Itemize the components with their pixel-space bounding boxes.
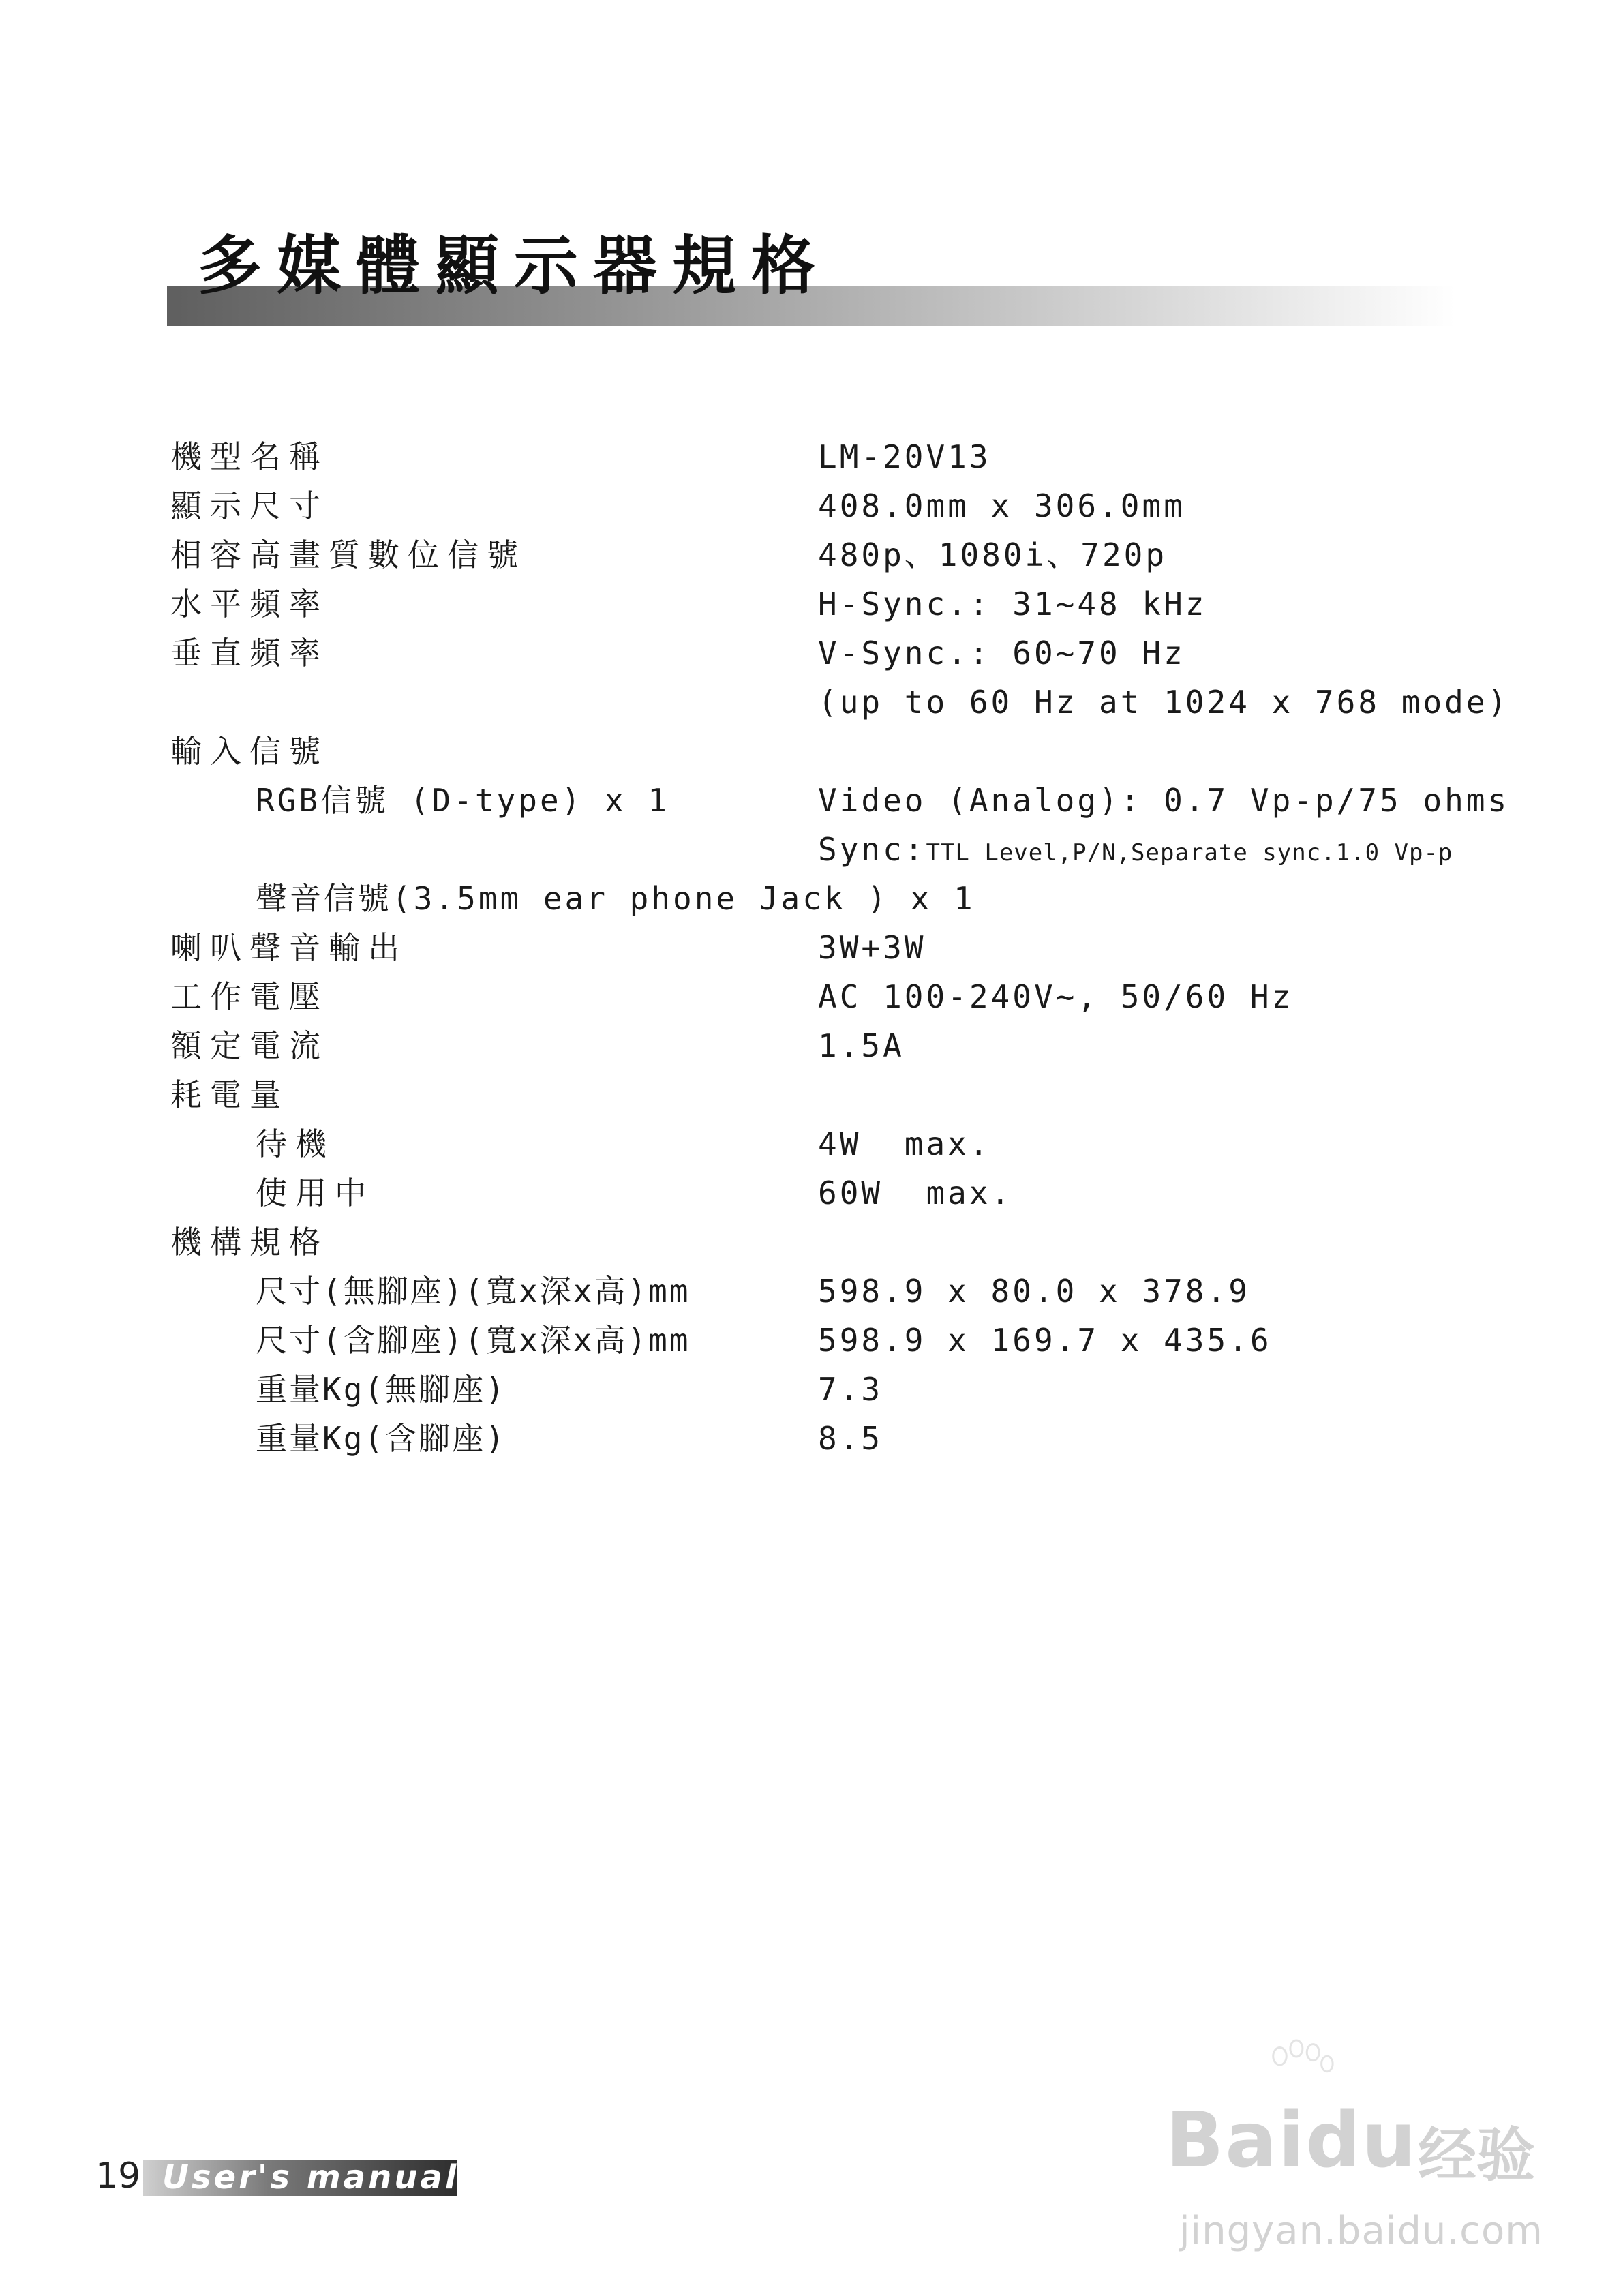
spec-label-rgb-signal: RGB信號 (D-type) x 1	[256, 782, 670, 819]
spec-label-voltage: 工作電壓	[170, 978, 329, 1015]
spec-label-model: 機型名稱	[170, 438, 329, 475]
spec-value-rgb-sync	[818, 829, 1453, 873]
watermark-url: jingyan.baidu.com	[1179, 2209, 1543, 2253]
spec-label-mechanical: 機構規格	[170, 1224, 329, 1260]
spec-value-display-size: 408.0mm x 306.0mm	[818, 487, 1185, 524]
spec-label-v-freq: 垂直頻率	[170, 635, 329, 671]
spec-label-size-with-stand: 尺寸(含腳座)(寬x深x高)mm	[256, 1322, 691, 1359]
watermark-brand-cn: 经验	[1418, 2121, 1535, 2190]
spec-label-size-no-stand: 尺寸(無腳座)(寬x深x高)mm	[256, 1273, 691, 1310]
spec-label-audio-signal: 聲音信號(3.5mm ear phone Jack ) x 1	[256, 880, 975, 917]
spec-label-current: 額定電流	[170, 1027, 329, 1064]
spec-label-hd-signal: 相容高畫質數位信號	[170, 537, 526, 573]
spec-label-standby: 待機	[256, 1126, 335, 1162]
spec-value-size-no-stand: 598.9 x 80.0 x 378.9	[818, 1273, 1250, 1310]
footer-manual-label: User's manual	[162, 2158, 459, 2196]
spec-value-in-use: 60W max.	[818, 1175, 1013, 1211]
spec-value-hd-signal: 480p、1080i、720p	[818, 537, 1168, 573]
page-title: 多媒體顯示器規格	[198, 228, 831, 303]
spec-value-weight-no-stand: 7.3	[818, 1371, 883, 1408]
spec-value-rgb-video: Video (Analog): 0.7 Vp-p/75 ohms	[818, 782, 1510, 819]
spec-value-voltage: AC 100-240V~, 50/60 Hz	[818, 978, 1294, 1015]
spec-value-standby: 4W max.	[818, 1126, 991, 1162]
spec-label-weight-with-stand: 重量Kg(含腳座)	[256, 1420, 506, 1457]
watermark-brand: Baidu	[1166, 2096, 1418, 2185]
spec-label-power: 耗電量	[170, 1076, 289, 1113]
spec-value-weight-with-stand: 8.5	[818, 1420, 883, 1457]
spec-value-model: LM-20V13	[818, 438, 991, 475]
spec-label-weight-no-stand: 重量Kg(無腳座)	[256, 1371, 506, 1408]
spec-value-h-freq: H-Sync.: 31~48 kHz	[818, 586, 1207, 622]
spec-value-v-freq-note: (up to 60 Hz at 1024 x 768 mode)	[818, 684, 1510, 721]
spec-label-h-freq: 水平頻率	[170, 586, 329, 622]
spec-value-speaker: 3W+3W	[818, 929, 926, 966]
spec-label-in-use: 使用中	[256, 1175, 374, 1211]
sync-prefix: Sync:	[818, 831, 926, 868]
sync-detail: TTL Level,P/N,Separate sync.1.0 Vp-p	[926, 839, 1453, 866]
spec-label-input-signal: 輸入信號	[170, 733, 329, 770]
page-number: 19	[95, 2156, 141, 2196]
spec-value-v-freq: V-Sync.: 60~70 Hz	[818, 635, 1185, 671]
spec-label-speaker: 喇叭聲音輸出	[170, 929, 408, 966]
spec-value-current: 1.5A	[818, 1027, 905, 1064]
spec-label-display-size: 顯示尺寸	[170, 487, 329, 524]
spec-value-size-with-stand: 598.9 x 169.7 x 435.6	[818, 1322, 1272, 1359]
